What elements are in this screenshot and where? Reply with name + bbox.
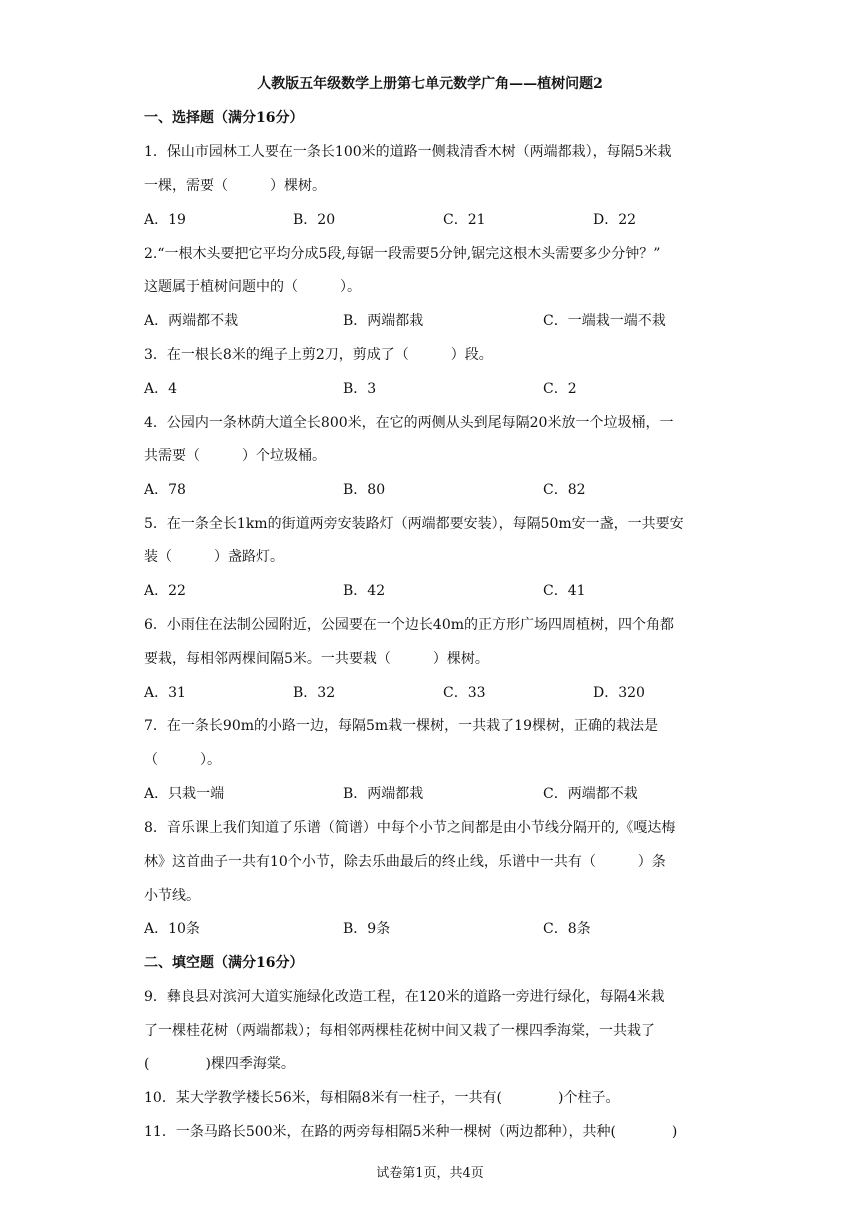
- page-footer: 试卷第1页，共4页: [376, 1166, 484, 1181]
- question-6-option-b: B．32: [293, 685, 336, 701]
- question-7-line-1: 7．在一条长90m的小路一边，每隔5m栽一棵树，一共栽了19棵树，正确的栽法是: [144, 718, 658, 734]
- question-1-option-a: A．19: [144, 212, 186, 228]
- question-5-line-1: 5．在一条全长1km的街道两旁安装路灯（两端都要安装），每隔50m安一盏，一共要安: [144, 516, 684, 532]
- question-8-line-2: 林》这首曲子一共有10个小节，除去乐曲最后的终止线，乐谱中一共有（ ）条: [144, 854, 666, 870]
- question-2-line-1: 2.“一根木头要把它平均分成5段,每锯一段需要5分钟,锯完这根木头需要多少分钟？”: [144, 246, 661, 262]
- question-5-option-b: B．42: [343, 583, 386, 599]
- question-2-line-2: 这题属于植树问题中的（ ）。: [144, 279, 361, 295]
- question-7-option-b: B．两端都栽: [343, 786, 424, 802]
- question-5-option-c: C．41: [543, 583, 586, 599]
- question-4-line-1: 4．公园内一条林荫大道全长800米，在它的两侧从头到尾每隔20米放一个垃圾桶，一: [144, 415, 674, 431]
- question-9-line-1: 9．彝良县对滨河大道实施绿化改造工程，在120米的道路一旁进行绿化，每隔4米栽: [144, 989, 665, 1005]
- question-1-option-d: D．22: [593, 212, 637, 228]
- question-9-line-3: ( )棵四季海棠。: [144, 1056, 295, 1072]
- question-6-line-1: 6．小雨住在法制公园附近，公园要在一个边长40m的正方形广场四周植树，四个角都: [144, 617, 674, 633]
- question-5-option-a: A．22: [144, 583, 186, 599]
- question-2-option-b: B．两端都栽: [343, 313, 424, 329]
- question-2-option-a: A．两端都不栽: [144, 313, 239, 329]
- question-1-option-c: C．21: [443, 212, 486, 228]
- question-1-line-2: 一棵，需要（ ）棵树。: [144, 178, 326, 194]
- question-2-option-c: C．一端栽一端不栽: [543, 313, 666, 329]
- question-8-option-a: A．10条: [144, 921, 200, 937]
- question-3-line-1: 3．在一根长8米的绳子上剪2刀，剪成了（ ）段。: [144, 347, 493, 363]
- question-7-option-a: A．只栽一端: [144, 786, 225, 802]
- section-heading-fill: 二、填空题（满分16分）: [144, 955, 304, 971]
- question-6-option-d: D．320: [593, 685, 645, 701]
- question-8-option-b: B．9条: [343, 921, 391, 937]
- question-10-line-1: 10．某大学教学楼长56米，每相隔8米有一柱子，一共有( )个柱子。: [144, 1090, 620, 1106]
- question-4-option-b: B．80: [343, 482, 386, 498]
- question-1-line-1: 1．保山市园林工人要在一条长100米的道路一侧栽清香木树（两端都栽），每隔5米栽: [144, 144, 672, 160]
- question-6-line-2: 要栽，每相邻两棵间隔5米。一共要栽（ ）棵树。: [144, 651, 489, 667]
- question-7-option-c: C．两端都不栽: [543, 786, 638, 802]
- question-1-option-b: B．20: [293, 212, 336, 228]
- question-9-line-2: 了一棵桂花树（两端都栽）；每相邻两棵桂花树中间又栽了一棵四季海棠，一共栽了: [144, 1023, 655, 1039]
- question-3-option-b: B．3: [343, 381, 377, 397]
- question-5-line-2: 装（ ）盏路灯。: [144, 549, 284, 565]
- page-title: 人教版五年级数学上册第七单元数学广角——植树问题2: [257, 76, 603, 92]
- question-8-line-3: 小节线。: [144, 888, 200, 904]
- question-4-line-2: 共需要（ ）个垃圾桶。: [144, 448, 326, 464]
- question-8-line-1: 8．音乐课上我们知道了乐谱（简谱）中每个小节之间都是由小节线分隔开的,《嘎达梅: [144, 820, 676, 836]
- question-4-option-a: A．78: [144, 482, 186, 498]
- question-3-option-c: C．2: [543, 381, 577, 397]
- question-8-option-c: C．8条: [543, 921, 591, 937]
- section-heading-choice: 一、选择题（满分16分）: [144, 110, 304, 126]
- question-3-option-a: A．4: [144, 381, 178, 397]
- question-7-line-2: （ ）。: [144, 752, 221, 768]
- question-6-option-c: C．33: [443, 685, 486, 701]
- question-11-line-1: 11．一条马路长500米，在路的两旁每相隔5米种一棵树（两边都种），共种( ): [144, 1124, 678, 1140]
- question-6-option-a: A．31: [144, 685, 186, 701]
- question-4-option-c: C．82: [543, 482, 586, 498]
